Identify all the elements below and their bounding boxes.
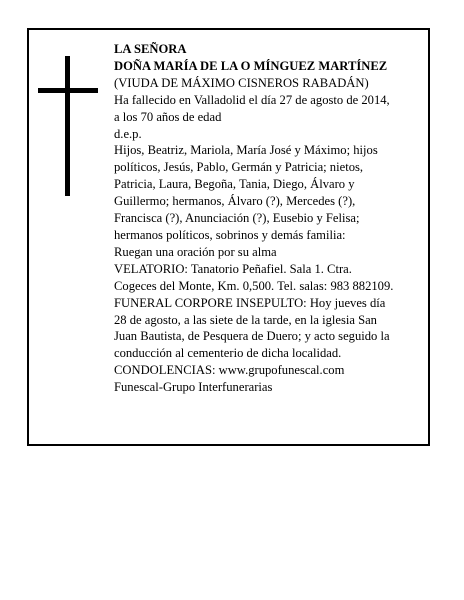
- family-line: políticos, Jesús, Pablo, Germán y Patricia; nietos,: [114, 160, 364, 175]
- company-name: Funescal-Grupo Interfunerarias: [114, 380, 273, 395]
- funeral-line: FUNERAL CORPORE INSEPULTO: Hoy jueves día: [114, 295, 386, 310]
- wake-line: VELATORIO: Tanatorio Peñafiel. Sala 1. Ctra.: [114, 261, 352, 276]
- death-line-1: Ha fallecido en Valladolid el día 27 de agosto de 2014,: [114, 92, 390, 107]
- funeral-line: Juan Bautista, de Pesquera de Duero; y acto seguido la: [114, 329, 390, 344]
- cross-vertical-bar: [65, 56, 70, 196]
- rip-text: d.e.p.: [114, 126, 142, 141]
- cross-horizontal-bar: [38, 88, 98, 93]
- funeral-line: conducción al cementerio de dicha localidad.: [114, 346, 342, 361]
- death-line-2: a los 70 años de edad: [114, 109, 222, 124]
- deceased-name: DOÑA MARÍA DE LA O MÍNGUEZ MARTÍNEZ: [114, 58, 388, 73]
- widow-of: (VIUDA DE MÁXIMO CISNEROS RABADÁN): [114, 75, 369, 90]
- condolences-line: CONDOLENCIAS: www.grupofunescal.com: [114, 363, 345, 378]
- cross-icon: [38, 56, 98, 196]
- family-line: Patricia, Laura, Begoña, Tania, Diego, Álvaro y: [114, 177, 355, 192]
- family-line: Guillermo; hermanos, Álvaro (?), Mercedes (?),: [114, 194, 356, 209]
- notice-text: [114, 41, 426, 396]
- prayer-request: Ruegan una oración por su alma: [114, 244, 277, 259]
- notice-heading: LA SEÑORA: [114, 42, 187, 56]
- family-line: Hijos, Beatriz, Mariola, María José y Máximo; hijos: [114, 143, 378, 158]
- funeral-line: 28 de agosto, a las siete de la tarde, en la iglesia San: [114, 312, 377, 327]
- obituary-notice: [27, 28, 430, 446]
- wake-line: Cogeces del Monte, Km. 0,500. Tel. salas: 983 882109.: [114, 278, 394, 293]
- family-line: hermanos políticos, sobrinos y demás familia:: [114, 227, 346, 242]
- family-line: Francisca (?), Anunciación (?), Eusebio y Felisa;: [114, 211, 360, 226]
